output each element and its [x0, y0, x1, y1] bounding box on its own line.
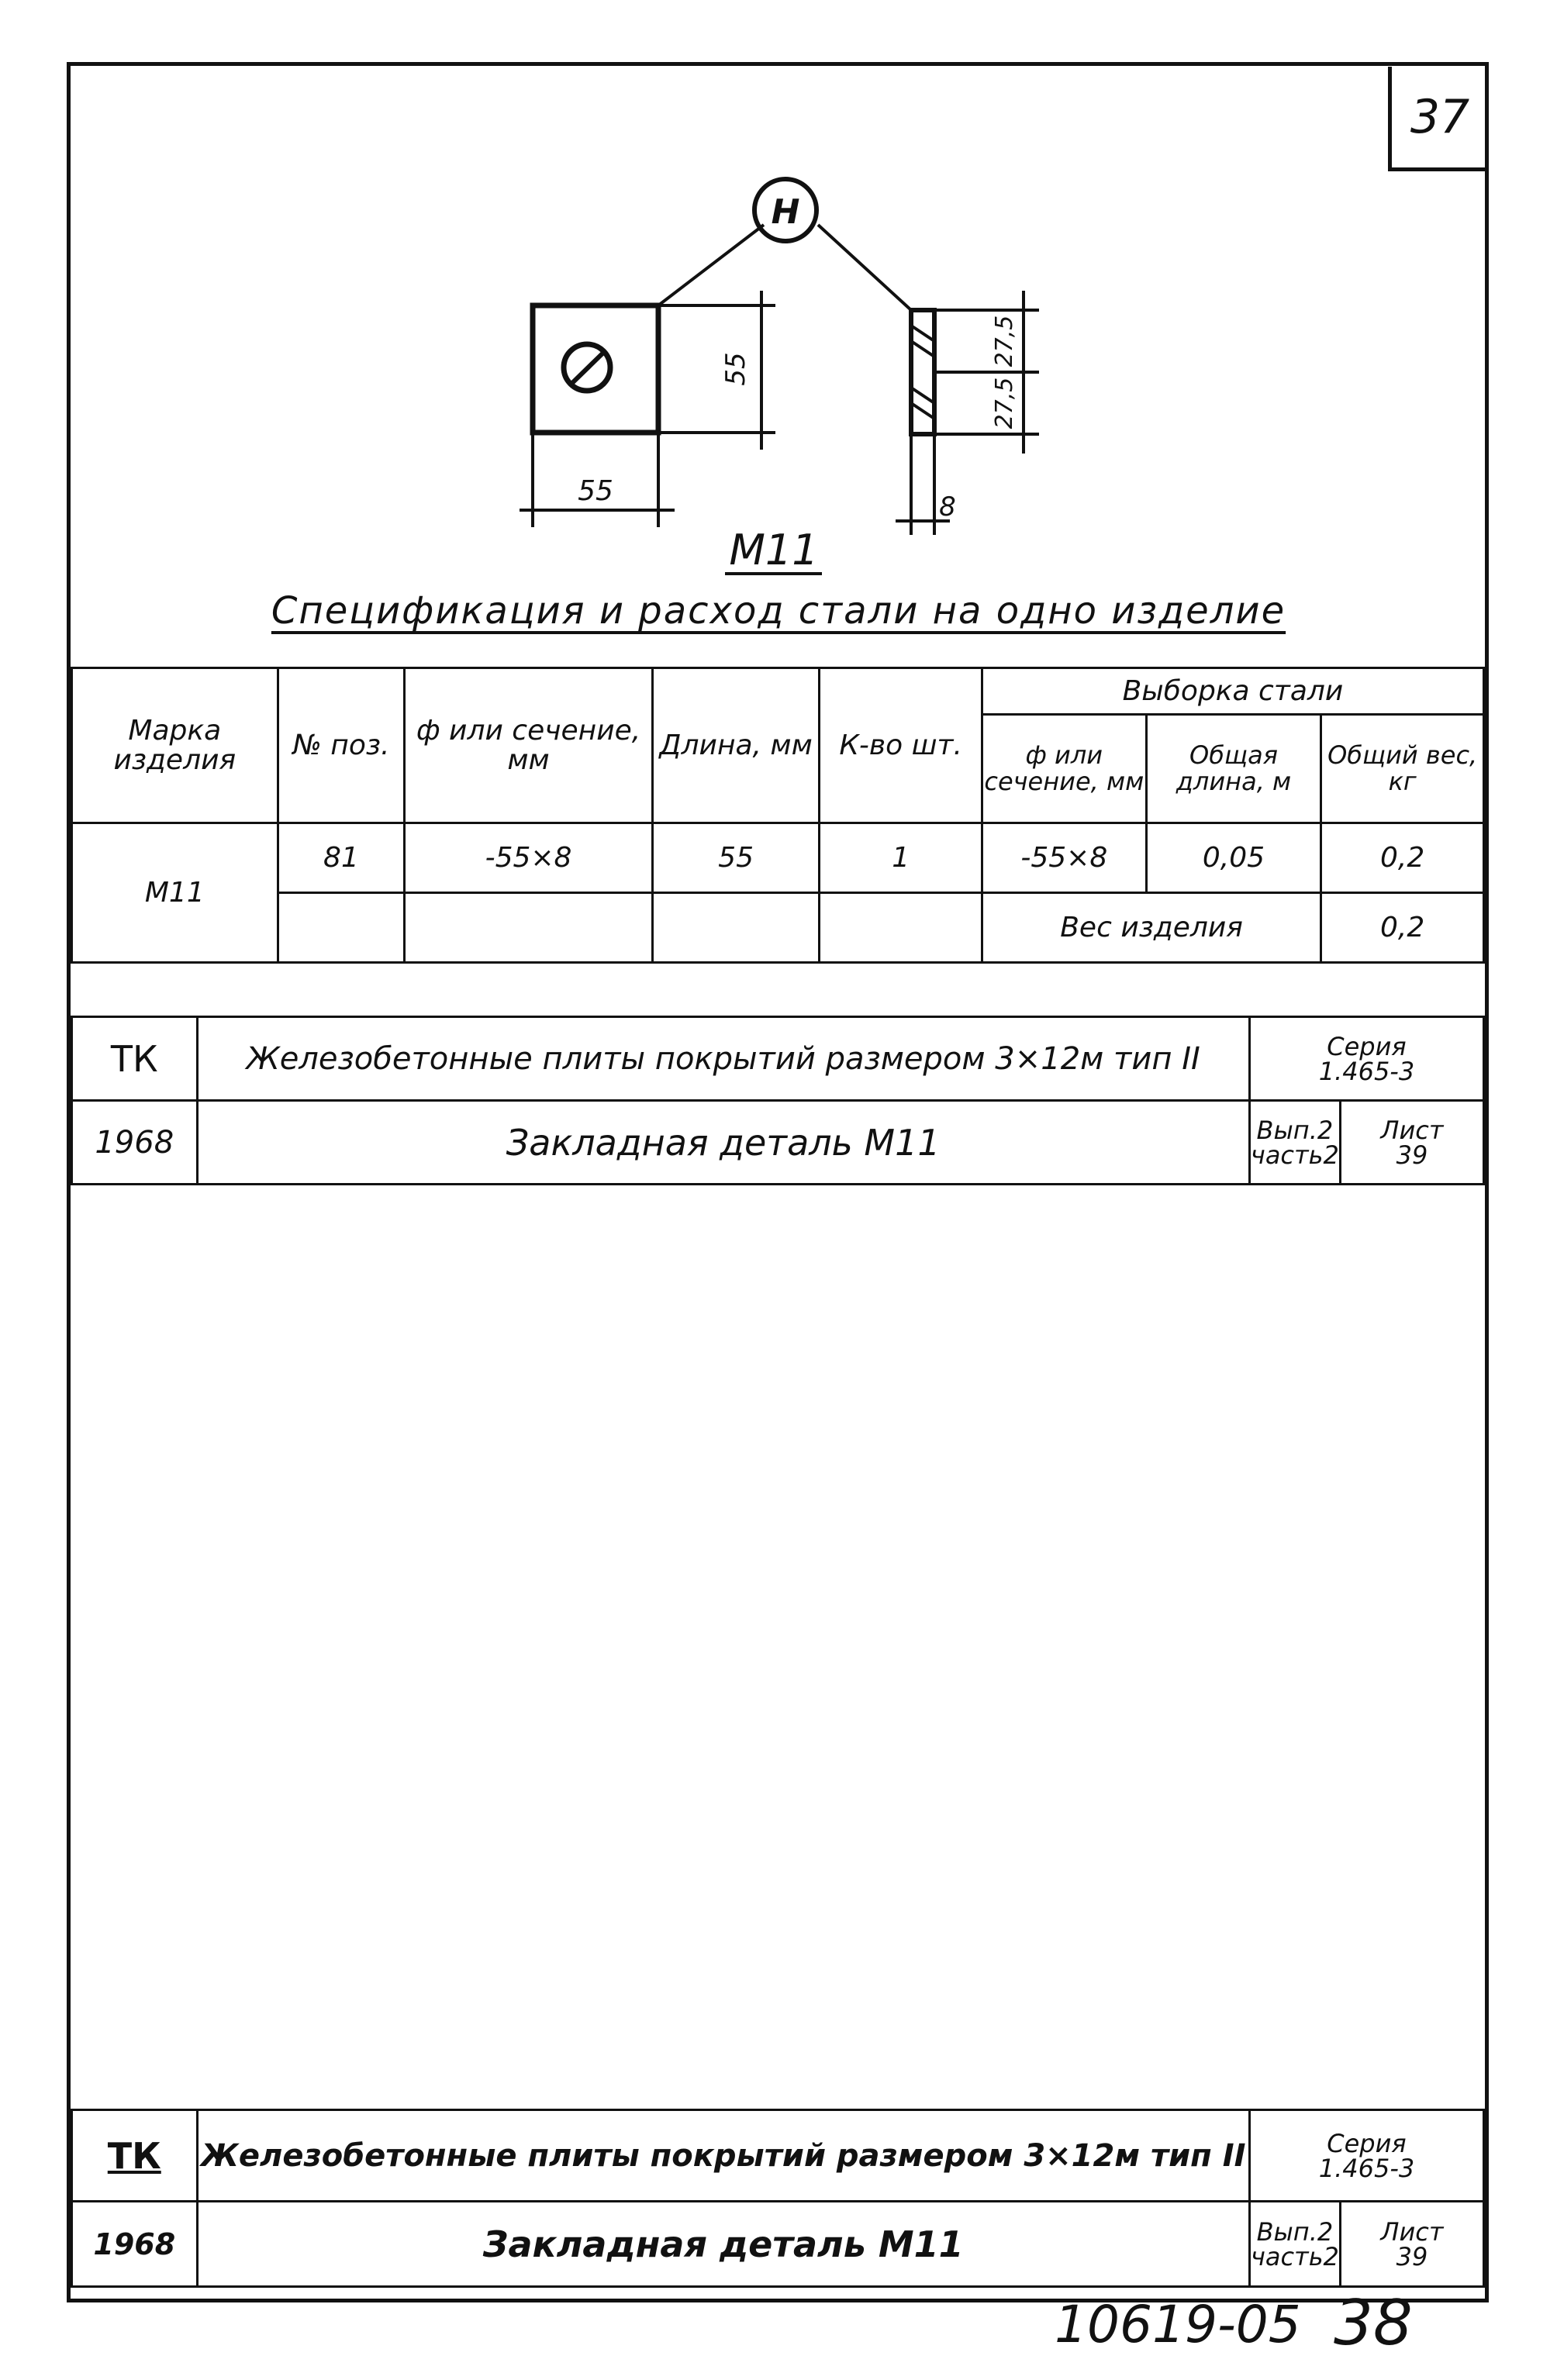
callout-label: Н: [771, 192, 800, 232]
hdr-section: ф или сечение, мм: [405, 668, 652, 823]
cell-steel-section: -55×8: [982, 823, 1146, 893]
dim-height-label: 55: [720, 352, 751, 386]
cell-section: -55×8: [405, 823, 652, 893]
cell-mark: М11: [72, 823, 278, 963]
year-top: 1968: [72, 1101, 198, 1185]
hdr-qty: К-во шт.: [820, 668, 982, 823]
subtitle-top: Закладная деталь М11: [197, 1101, 1249, 1185]
sheet-top: Лист 39: [1340, 1101, 1483, 1185]
subtitle-bottom: Закладная деталь М11: [197, 2202, 1249, 2287]
page-number: 38: [1334, 2287, 1413, 2359]
sheet-number: 37: [1388, 67, 1488, 171]
hdr-length: Длина, мм: [652, 668, 820, 823]
part-label: М11: [729, 526, 819, 574]
issue-top: Вып.2 часть2: [1249, 1101, 1340, 1185]
hdr-total-length: Общая длина, м: [1146, 715, 1321, 823]
title-block-bottom: [71, 2109, 1485, 2288]
hdr-mark: Марка изделия: [72, 668, 278, 823]
hdr-total-weight: Общий вес, кг: [1321, 715, 1484, 823]
cell-pos: 81: [278, 823, 405, 893]
sheet-bottom: Лист 39: [1340, 2202, 1483, 2287]
product-weight-label: Вес изделия: [982, 893, 1321, 963]
dim-thickness-label: 8: [939, 492, 956, 523]
series-bottom: Серия 1.465-3: [1249, 2110, 1483, 2202]
hdr-pos: № поз.: [278, 668, 405, 823]
hdr-steel-section: ф или сечение, мм: [982, 715, 1146, 823]
cell-qty: 1: [820, 823, 982, 893]
cell-total-weight: 0,2: [1321, 823, 1484, 893]
cell-length: 55: [652, 823, 820, 893]
title-block-top: [71, 1016, 1485, 1185]
tk-logo-top: ТК: [72, 1017, 198, 1101]
issue-bottom: Вып.2 часть2: [1249, 2202, 1340, 2287]
archive-number: 10619-05: [1055, 2295, 1301, 2354]
cell-total-length: 0,05: [1146, 823, 1321, 893]
hdr-steel-group: Выборка стали: [982, 668, 1483, 715]
product-weight: 0,2: [1321, 893, 1484, 963]
title-bottom: Железобетонные плиты покрытий размером 3×12м тип II: [197, 2110, 1249, 2202]
year-bottom: 1968: [72, 2202, 198, 2287]
tk-logo-bottom: ТК: [72, 2110, 198, 2202]
dim-lower-label: 27,5: [991, 377, 1018, 429]
spec-table: [71, 667, 1485, 964]
dim-upper-label: 27,5: [991, 315, 1018, 367]
plate-plan-view: [533, 305, 658, 433]
spec-title: Спецификация и расход стали на одно изделие: [271, 589, 1286, 633]
series-top: Серия 1.465-3: [1249, 1017, 1483, 1101]
dim-width-label: 55: [578, 475, 613, 507]
title-top: Железобетонные плиты покрытий размером 3×12м тип II: [197, 1017, 1249, 1101]
